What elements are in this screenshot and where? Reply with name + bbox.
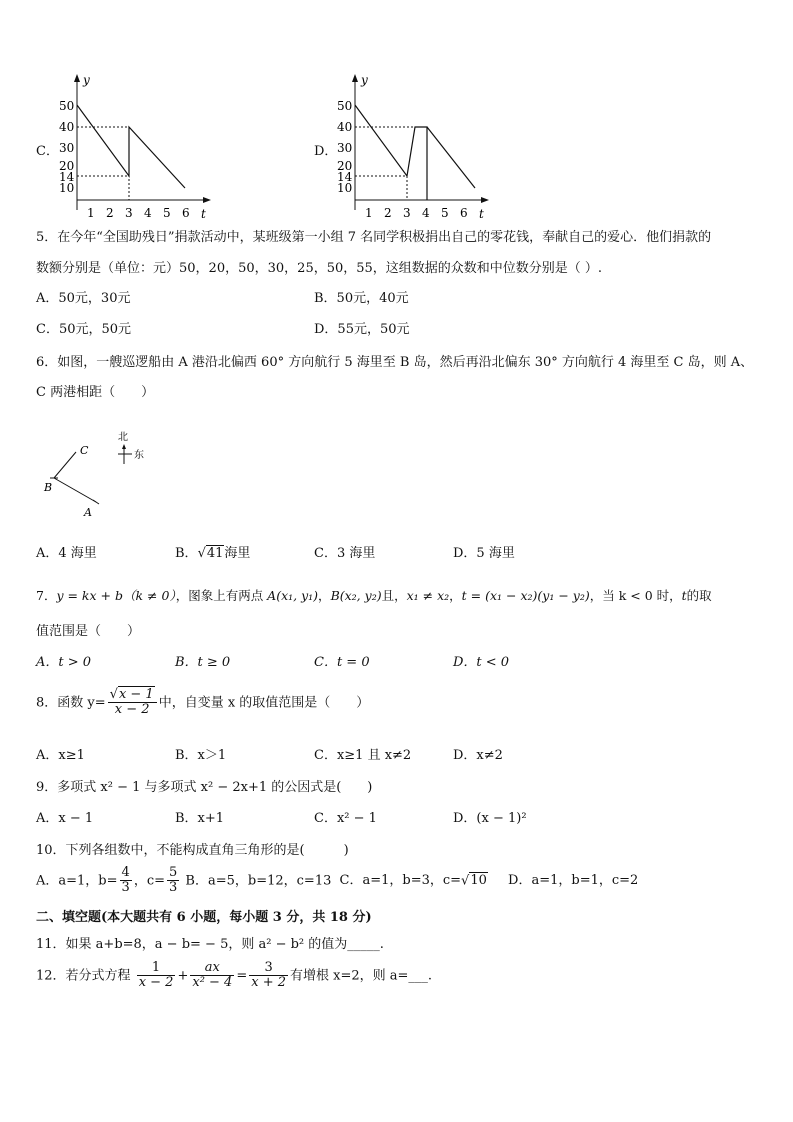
graph-d-xtick: 6 xyxy=(460,206,468,220)
compass-arrow-icon xyxy=(122,444,126,449)
q9-stem: 9．多项式 x² − 1 与多项式 x² − 2x+1 的公因式是( ) xyxy=(36,780,373,795)
graph-c-ytick: 20 xyxy=(59,159,75,173)
q7-option-d: D．t < 0 xyxy=(453,655,510,670)
q6-figure xyxy=(36,424,166,524)
q7-number: 7． xyxy=(36,588,57,603)
graph-c-xtick: 4 xyxy=(144,206,152,220)
q7-point-a: A(x₁, y₁) xyxy=(267,588,319,603)
q9-option-a: A．x − 1 xyxy=(36,811,94,826)
graph-c-t-label: t xyxy=(201,207,206,220)
q12-stem xyxy=(36,961,432,991)
q10-option-c-text: C．a=1，b=3，c= xyxy=(339,873,462,889)
q8-option-d: D．x≠2 xyxy=(453,748,503,763)
q7-stem-line2: 值范围是（ ） xyxy=(36,624,141,639)
graph-d-y-arrow xyxy=(352,74,358,82)
q10-option-a-text: A．a=1，b= xyxy=(36,873,118,889)
option-d-label: D． xyxy=(314,144,338,159)
graph-d-xtick: 5 xyxy=(441,206,449,220)
q6-label-c: C xyxy=(80,444,89,457)
section-heading: 二、填空题(本大题共有 6 小题，每小题 3 分，共 18 分) xyxy=(36,910,372,925)
q12-fraction-1 xyxy=(137,961,176,991)
q6-segment-bc xyxy=(54,452,76,478)
q6-tick-a xyxy=(93,500,99,504)
q10-a-b-den: 3 xyxy=(121,880,130,896)
q7-text: 且， xyxy=(381,588,407,603)
graph-c-xtick: 5 xyxy=(163,206,171,220)
q12-f3-num: 3 xyxy=(249,961,288,976)
graph-d-ytick: 50 xyxy=(337,99,353,113)
q6-option-a: A．4 海里 xyxy=(36,546,97,561)
graph-c-ytick: 14 xyxy=(59,170,75,184)
q10-option-a-c-fraction xyxy=(167,866,179,896)
q8-denominator: x − 2 xyxy=(114,702,150,718)
graph-c xyxy=(55,72,215,220)
graph-d-xtick: 3 xyxy=(403,206,411,220)
q6-option-b-prefix: B． xyxy=(175,546,198,561)
graph-c-x-arrow xyxy=(203,197,211,203)
graph-d xyxy=(333,72,493,220)
q5-option-a: A．50元，30元 xyxy=(36,291,131,306)
q7-option-b: B．t ≥ 0 xyxy=(175,655,231,670)
q12-prefix: 12．若分式方程 xyxy=(36,968,135,984)
graph-c-ytick: 30 xyxy=(59,141,75,155)
q6-option-b xyxy=(175,544,250,564)
graph-d-x-arrow xyxy=(481,197,489,203)
q12-f2-den: x² − 4 xyxy=(192,975,233,991)
q6-option-c: C．3 海里 xyxy=(314,546,376,561)
q8-option-c: C．x≥1 且 x≠2 xyxy=(314,748,412,763)
graph-d-xtick: 2 xyxy=(384,206,392,220)
q8-fraction xyxy=(108,688,157,718)
q7-t-definition: t = (x₁ − x₂)(y₁ − y₂) xyxy=(461,588,590,603)
q10-option-b: B．a=5，b=12，c=13 xyxy=(185,873,332,889)
graph-d-ytick: 40 xyxy=(337,120,353,134)
q7-t-var: t xyxy=(681,588,687,603)
q8-option-b: B．x＞1 xyxy=(175,748,227,763)
q12-f1-den: x − 2 xyxy=(138,975,174,991)
compass-east-label: 东 xyxy=(134,450,144,461)
q7-stem-line1 xyxy=(36,586,712,606)
q8-stem xyxy=(36,688,369,718)
q12-plus: + xyxy=(177,968,189,984)
q7-point-b: B(x₂, y₂) xyxy=(330,588,382,603)
graph-c-xtick: 2 xyxy=(106,206,114,220)
q9-option-d: D．(x − 1)² xyxy=(453,811,527,826)
q10-a-c-den: 3 xyxy=(169,880,178,896)
q6-label-b: B xyxy=(44,481,53,494)
graph-d-y-label: y xyxy=(361,73,368,87)
compass-north-label: 北 xyxy=(118,432,128,443)
q7-expr: y = kx + b（k ≠ 0） xyxy=(56,588,176,603)
sqrt-symbol: √ xyxy=(197,546,206,561)
q8-numerator-radicand: x − 1 xyxy=(118,687,154,702)
graph-c-ytick: 10 xyxy=(59,181,75,195)
graph-c-ytick: 50 xyxy=(59,99,75,113)
q7-text: ， xyxy=(318,588,331,603)
q10-a-c-num: 5 xyxy=(169,865,178,880)
q6-stem-line1: 6．如图，一艘巡逻船由 A 港沿北偏西 60° 方向航行 5 海里至 B 岛，然后再沿北偏东 30° 方向航行 4 海里至 C 岛，则 A、 xyxy=(36,355,754,370)
q8-prefix: 8．函数 y= xyxy=(36,695,106,711)
q10-stem: 10．下列各组数中，不能构成直角三角形的是( ) xyxy=(36,843,349,858)
q12-f1-num: 1 xyxy=(137,961,176,976)
q8-option-a: A．x≥1 xyxy=(36,748,85,763)
graph-c-y-arrow xyxy=(74,74,80,82)
q10-option-d: D．a=1，b=1，c=2 xyxy=(508,873,639,889)
q11-stem: 11．如果 a+b=8，a − b= − 5，则 a² − b² 的值为_____. xyxy=(36,937,384,952)
q8-suffix: 中，自变量 x 的取值范围是（ ） xyxy=(158,695,370,711)
q7-text: ，当 k < 0 时， xyxy=(589,588,682,603)
q8-numerator: √x − 1 xyxy=(108,688,157,703)
q6-segment-ba xyxy=(54,478,96,502)
q12-suffix: 有增根 x=2，则 a=___. xyxy=(290,968,433,984)
graph-c-xtick: 6 xyxy=(182,206,190,220)
graph-c-xtick: 1 xyxy=(87,206,95,220)
graph-c-ytick: 40 xyxy=(59,120,75,134)
q12-fraction-3 xyxy=(249,961,288,991)
q12-fraction-2 xyxy=(190,961,234,991)
q10-option-a-c-text: ，c= xyxy=(133,873,165,889)
graph-d-xtick: 1 xyxy=(365,206,373,220)
q10-option-a-b-fraction xyxy=(120,866,132,896)
q12-equals: = xyxy=(236,968,248,984)
option-c-label: C． xyxy=(36,144,59,159)
sqrt-symbol: √ xyxy=(461,873,470,889)
q7-text: ， xyxy=(449,588,462,603)
graph-d-t-label: t xyxy=(479,207,484,220)
graph-d-ytick: 20 xyxy=(337,159,353,173)
q10-option-c-radicand: 10 xyxy=(470,873,487,889)
q7-condition: x₁ ≠ x₂ xyxy=(406,588,450,603)
q6-option-b-radicand: 41 xyxy=(206,546,224,561)
graph-d-ytick: 30 xyxy=(337,141,353,155)
q6-option-b-unit: 海里 xyxy=(224,546,251,561)
graph-d-ytick: 14 xyxy=(337,170,353,184)
q12-f3-den: x + 2 xyxy=(251,975,287,991)
graph-d-xtick: 4 xyxy=(422,206,430,220)
q5-option-d: D．55元，50元 xyxy=(314,322,410,337)
q7-option-a: A．t > 0 xyxy=(36,655,92,670)
q6-stem-line2: C 两港相距（ ） xyxy=(36,385,155,400)
q7-option-c: C．t = 0 xyxy=(314,655,370,670)
q5-option-b: B．50元，40元 xyxy=(314,291,409,306)
q12-f2-num: ax xyxy=(190,961,234,976)
q9-option-b: B．x+1 xyxy=(175,811,225,826)
graph-d-line xyxy=(355,105,427,200)
q9-option-c: C．x² − 1 xyxy=(314,811,377,826)
q10-a-b-num: 4 xyxy=(121,865,130,880)
q6-label-a: A xyxy=(84,506,92,519)
graph-d-line xyxy=(427,127,475,188)
q10-options xyxy=(36,866,638,896)
q6-option-d: D．5 海里 xyxy=(453,546,515,561)
q5-option-c: C．50元，50元 xyxy=(36,322,132,337)
q5-stem-line1: 5．在今年“全国助残日”捐款活动中，某班级第一小组 7 名同学积极捐出自己的零花钱，奉献自己的爱心．他们捐款的 xyxy=(36,230,712,245)
q7-text: ，图象上有两点 xyxy=(175,588,268,603)
graph-c-xtick: 3 xyxy=(125,206,133,220)
graph-d-ytick: 10 xyxy=(337,181,353,195)
graph-c-y-label: y xyxy=(83,73,90,87)
q7-text: 的取 xyxy=(686,588,712,603)
q5-stem-line2: 数额分别是（单位：元）50，20，50，30，25，50，55，这组数据的众数和中位数分别是（ ）. xyxy=(36,261,603,276)
